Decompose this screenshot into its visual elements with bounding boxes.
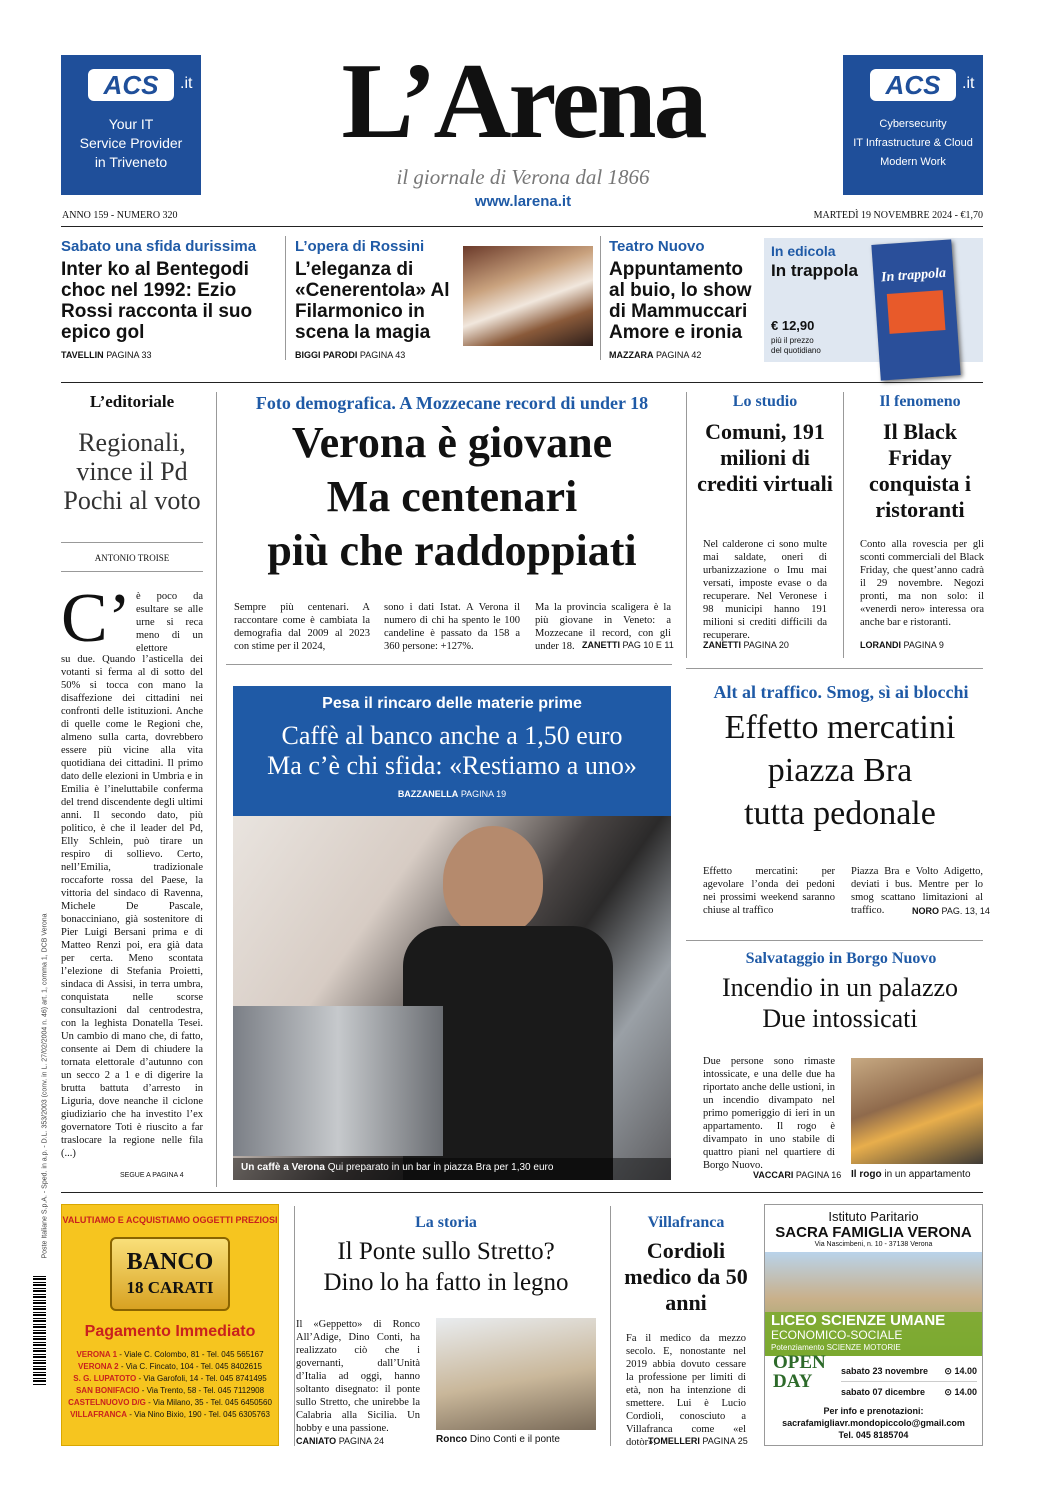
barcode [33,1275,46,1385]
lead-kicker: Foto demografica. A Mozzecane record di under 18 [255,393,649,413]
site-link[interactable]: www.larena.it [474,193,572,210]
open-day: OPEN DAY [773,1352,826,1392]
editoriale-headline[interactable]: Regionali, vince il Pd Pochi al voto [63,428,201,515]
incendio-kicker: Salvataggio in Borgo Nuovo [745,950,937,967]
teaser-opera[interactable]: L’opera di Rossini L’eleganza di «Cenerentola» Al Filarmonico in scena la magia [295,238,450,343]
byline: TAVELLIN PAGINA 33 [61,350,152,360]
studio-headline[interactable]: Comuni, 191 milioni di crediti virtuali [697,419,833,496]
fenomeno-body: Conto alla rovescia per gli sconti commerciali del Black Friday, che quest’anno cadrà il 29 novembre. Negozi pronti, ma non solo: il «venerdì nero» interessa ora anche bar e ristoranti. [860,539,984,628]
ad-acs-right[interactable] [843,55,983,195]
opera-photo [463,246,593,346]
acs-logo: ACS .it [88,69,174,101]
studio-body: Nel calderone ci sono multe mai saldate, oneri di urbanizzazione o Imu mai versati, imposte evase o da recuperare. Nel Veronese i 98 municipi hanno 191 milioni si crediti difficili da recuperare. [703,539,827,641]
editoriale-lead: è poco da esultare se alle urne si reca meno di un elettore [136,591,203,654]
byline: LORANDI PAGINA 9 [860,640,944,650]
masthead-title: L’Arena [341,42,705,161]
lead-col-1: Sempre più centenari. A raccontare come è cambiata la demografia dal 2009 al 2023 con stime per il 2024, [234,602,370,652]
storia-kicker: La storia [415,1214,477,1231]
editoriale-body: su due. Quando l’asticella dei votanti si ferma al di sotto del 50% si tocca con mano la disaffezione dei cittadini nei confronti delle istituzioni. Anche di quelle come le Regioni che, almeno sulla carta, dovrebbero essere più vicine alla vita quotidiana dei cittadini. Il primo dato delle elezioni in Umbria e in Emilia è l’ineluttabile conferma del trend discendente degli ultimi anni. Il secondo dato, più politico, è che il leader del Pd, Elly Schlein, può tirare un respiro di sollievo. Certo, nell’Emilia, tradizionale roccaforte rossa del Paese, la vittoria del sindaco di Ravenna, Michele De Pascale, bonacciniano, già sostenitore di Pier Luigi Bersani prima e di Matteo Renzi poi, era già data per certa. Meno scontata l’elezione di Stefania Proietti, sindaca di Assisi, in terra umbra, conquistata nelle scorse consultazioni dal centrodestra, con la leghista Donatella Tesei. Un cambio di mano che, di fatto, consente ai Dem di chiudere la tornata elettorale d’autunno con un secco 2 a 1 e di digerire la brutta battuta d’arresto in Liguria, dove neanche il ciclone giudiziario che ha investito l’ex governatore Toti è riuscito a far traslocare la regione nelle fila (...) [61,654,203,1159]
banco-branches: VERONA 1 - Viale C. Colombo, 81 - Tel. 045 565167 VERONA 2 - Via C. Fincato, 104 - Tel. 045 8402615 S. G. LUPATOTO - Via Garofoli, 14 - Tel. 045 8741495 SAN BONIFACIO - Via Trento, 58 - Tel. 045 7112908 CASTELNUOVO D/G - Via Milano, 35 - Tel. 045 6450560 VILLAFRANCA - Via Nino Bixio, 190 - Tel. 045 6305763 [68,1350,272,1419]
ad-text: Cybersecurity IT Infrastructure & Cloud Modern Work [853,118,973,168]
postal-notice: Poste Italiane S.p.A. - Sped. in a.p. - D.L. 353/2003 (conv. in L. 27/02/2004 n. 46) art. 1, comma 1, DCB Verona [41,913,49,1259]
storia-photo [436,1318,596,1430]
book-cover: In trappola [871,239,960,380]
school-photo: LICEO SCIENZE UMANE ECONOMICO-SOCIALE Potenziamento SCIENZE MOTORIE [765,1252,982,1356]
incendio-body: Due persone sono rimaste intossicate, e una delle due ha riportato anche delle ustioni, in un incendio divampato nel primo pomeriggio di ieri in un appartamento. Il rogo è divampato in uno stabile di quattro piani nel quartiere di Borgo Nuovo. [703,1056,835,1171]
byline: MAZZARA PAGINA 42 [609,350,702,360]
banco-logo: BANCO 18 CARATI [110,1237,230,1311]
villafranca-kicker: Villafranca [647,1214,725,1231]
byline: NORO PAG. 13, 14 [912,906,990,916]
incendio-photo [851,1058,983,1164]
scuola-contact: Per info e prenotazioni: sacrafamigliavr.mondopiccolo@gmail.com Tel. 045 8185704 [782,1406,965,1440]
lead-headline[interactable]: Verona è giovane Ma centenari più che raddoppiati [267,418,637,575]
incendio-headline[interactable]: Incendio in un palazzo Due intossicati [721,973,959,1033]
byline: ZANETTI PAGINA 20 [703,640,789,650]
lead-col-3: Ma la provincia scaligera è la più giovane in Veneto: a Mozzecane il record, con gli under 18. [535,602,671,652]
lead-col-2: sono i dati Istat. A Verona il numero di chi ha spento le 100 candeline è passato da 158 a 360 persone: +127%. [384,602,520,652]
ad-acs-left[interactable] [61,55,201,195]
storia-caption: Ronco Dino Conti e il ponte [436,1434,560,1445]
open-day-dates: sabato 23 novembre ⊙ 14.00 sabato 07 dicembre ⊙ 14.00 [841,1361,977,1402]
issue-date: MARTEDÌ 19 NOVEMBRE 2024 - €1,70 [813,210,983,221]
ad-banco[interactable]: VALUTIAMO E ACQUISTIAMO OGGETTI PREZIOSI BANCO 18 CARATI Pagamento Immediato VERONA 1 - Viale C. Colombo, 81 - Tel. 045 565167 VERONA 2 - Via C. Fincato, 104 - Tel. 045 8402615 S. G. LUPATOTO - Via Garofoli, 14 - Tel. 045 8741495 SAN BONIFACIO - Via Trento, 58 - Tel. 045 7112908 CASTELNUOVO D/G - Via Milano, 35 - Tel. 045 6450560 VILLAFRANCA - Via Nino Bixio, 190 - Tel. 045 6305763 [61,1204,279,1446]
ad-text: Your IT Service Provider in Triveneto [79,116,183,170]
continue-ref[interactable]: SEGUE A PAGINA 4 [120,1172,184,1179]
caffe-header[interactable]: Pesa il rincaro delle materie prime Caffè al banco anche a 1,50 euro Ma c’è chi sfida: «Restiamo a uno» BAZZANELLA PAGINA 19 [233,686,671,816]
caffe-photo [233,816,671,1180]
villafranca-body: Fa il medico da mezzo secolo. E, nonostante nel 2019 abbia dovuto cessare la professione per limiti di età, non ha intenzione di smettere. Lui è Lucio Cordioli, conosciuto a Villafranca come «el dotòr». [626,1333,746,1448]
ad-scuola[interactable]: Istituto Paritario SACRA FAMIGLIA VERONA Via Nascimbeni, n. 10 - 37138 Verona LICEO SCIENZE UMANE ECONOMICO-SOCIALE Potenziamento SCIENZE MOTORIE OPEN DAY sabato 23 novembre ⊙ 14.00 sabato 07 dicembre ⊙ 14.00 Per info e prenotazioni: sacrafamigliavr.mondopiccolo@gmail.com Tel. 045 8185704 [764,1204,983,1446]
edicola-promo[interactable]: In edicola In trappola € 12,90 più il prezzo del quotidiano In trappola [764,238,983,362]
caffe-caption: Un caffè a Verona Qui preparato in un bar in piazza Bra per 1,30 euro [241,1162,554,1173]
storia-body: Il «Geppetto» di Ronco All’Adige, Dino Conti, ha realizzato ciò che i governanti, dall’Unità d’Italia ad oggi, hanno soltanto disegnato: il ponte sullo Stretto, che unirebbe la Calabria alla Sicilia. Un hobby e una passione. [296,1319,420,1434]
teaser-sport[interactable]: Sabato una sfida durissima Inter ko al Bentegodi choc nel 1992: Ezio Rossi racconta il suo epico gol [61,238,257,343]
mercatini-col-2: Piazza Bra e Volto Adigetto, deviati i bus. Mentre per lo smog scattano limitazioni al traffico. [851,866,983,916]
issue-number: ANNO 159 - NUMERO 320 [62,210,178,221]
dropcap: C’ [61,580,131,657]
incendio-caption: Il rogo in un appartamento [851,1169,971,1180]
editoriale-author: ANTONIO TROISE [94,553,170,563]
byline: BIGGI PARODI PAGINA 43 [295,350,406,360]
storia-headline[interactable]: Il Ponte sullo Stretto? Dino lo ha fatto in legno [323,1238,569,1296]
mercatini-headline[interactable]: Effetto mercatini piazza Bra tutta pedonale [724,709,956,832]
byline: TOMELLERI PAGINA 25 [648,1436,748,1446]
mercatini-col-1: Effetto mercatini: per agevolare l’onda dei pedoni nei prossimi weekend saranno chiuse al traffico [703,866,835,916]
studio-kicker: Lo studio [732,393,798,410]
byline: VACCARI PAGINA 16 [753,1170,842,1180]
villafranca-headline[interactable]: Cordioli medico da 50 anni [624,1238,748,1315]
fenomeno-kicker: Il fenomeno [879,393,961,410]
editoriale-label: L’editoriale [89,392,175,411]
teaser-teatro[interactable]: Teatro Nuovo Appuntamento al buio, lo show di Mammuccari Amore e ironia [609,238,752,343]
mercatini-kicker: Alt al traffico. Smog, sì ai blocchi [713,682,969,702]
acs-logo: ACS .it [870,69,956,101]
masthead-tagline: il giornale di Verona dal 1866 [396,165,650,189]
byline: ZANETTI PAG 10 E 11 [582,640,674,650]
byline: CANIATO PAGINA 24 [296,1436,385,1446]
fenomeno-headline[interactable]: Il Black Friday conquista i ristoranti [868,419,972,522]
